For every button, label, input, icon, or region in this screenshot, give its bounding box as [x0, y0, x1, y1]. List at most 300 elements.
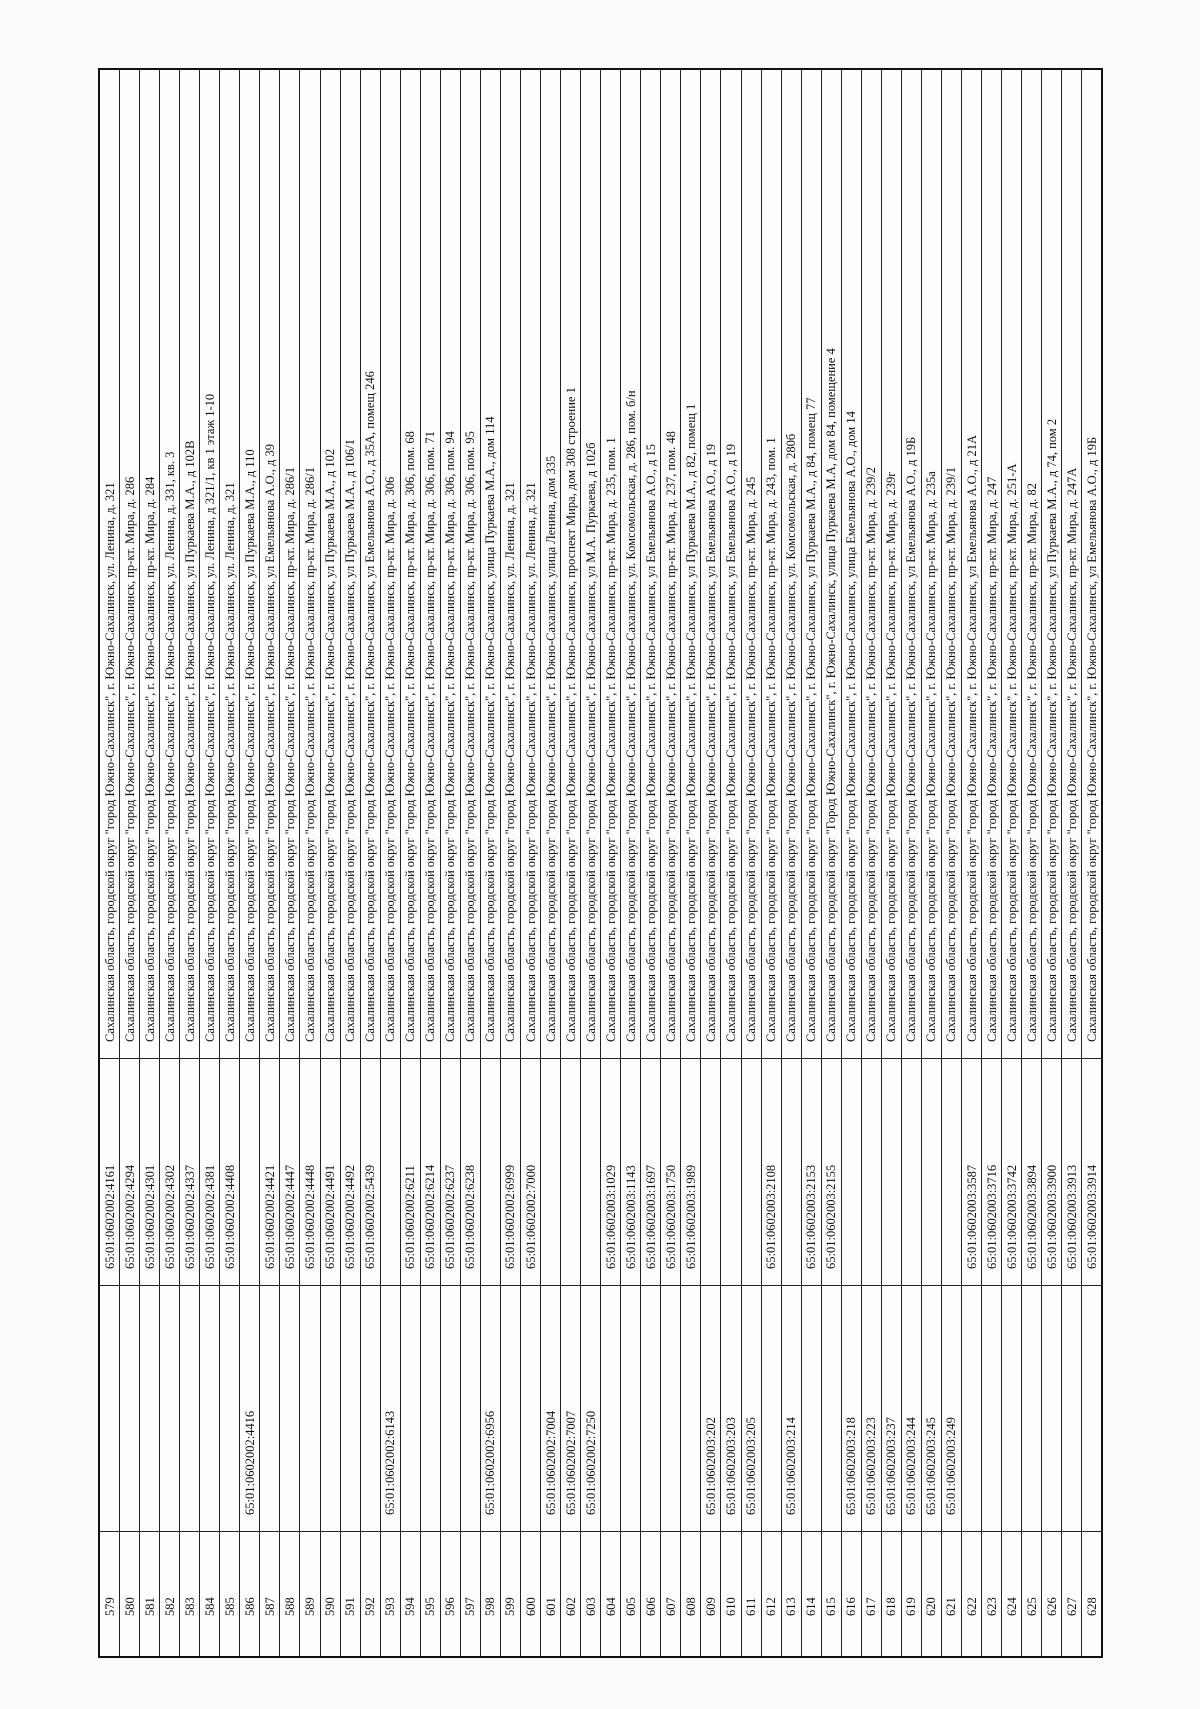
- address-cell: [782, 70, 801, 1058]
- cadastral-number-cell: [701, 1058, 720, 1285]
- table-row: [601, 70, 621, 1656]
- address-cell-text: Сахалинская область, городской округ "город Южно-Сахалинск", г. Южно-Сахалинск, пр-кт. Мира, д. 239/2: [864, 466, 879, 1042]
- row-number-cell-text: 614: [803, 1596, 818, 1616]
- address-cell-text: Сахалинская область, городской округ "город Южно-Сахалинск", г. Южно-Сахалинск, пр-кт. Мира, д. 243, пом. 1: [763, 436, 778, 1042]
- cadastral-number-cell: [1062, 1058, 1081, 1285]
- cadastral-number-cell: [501, 1058, 520, 1285]
- row-number-cell-text: 621: [944, 1596, 959, 1616]
- table-row: [902, 70, 922, 1656]
- row-number-cell-text: 581: [142, 1596, 157, 1616]
- row-number-cell: [361, 1531, 380, 1656]
- table-row: [842, 70, 862, 1656]
- parent-cadastral-number-cell: [180, 1285, 199, 1531]
- address-cell-text: Сахалинская область, городской округ "город Южно-Сахалинск", г. Южно-Сахалинск, пр-кт. Мира, д. 286: [122, 476, 137, 1042]
- row-number-cell-text: 613: [783, 1596, 798, 1616]
- address-cell: [661, 70, 680, 1058]
- parent-cadastral-number-cell: [601, 1285, 620, 1531]
- cadastral-number-cell-text: 65:01:0602002:4408: [222, 1164, 237, 1269]
- table-row: [922, 70, 942, 1656]
- row-number-cell-text: 624: [1004, 1596, 1019, 1616]
- parent-cadastral-number-cell-text: 65:01:0602003:237: [884, 1416, 899, 1515]
- row-number-cell-text: 591: [342, 1596, 357, 1616]
- parent-cadastral-number-cell: [621, 1285, 640, 1531]
- parent-cadastral-number-cell: [1082, 1285, 1101, 1531]
- cadastral-number-cell: [842, 1058, 861, 1285]
- table-row: [341, 70, 361, 1656]
- address-cell-text: Сахалинская область, городской округ "город Южно-Сахалинск", г. Южно-Сахалинск, ул. Комсомольская, д. 286, пом. б/н: [623, 389, 638, 1042]
- cadastral-number-cell-text: 65:01:0602003:2153: [803, 1164, 818, 1269]
- table-row: [180, 70, 200, 1656]
- address-cell-text: Сахалинская область, городской округ "город Южно-Сахалинск", г. Южно-Сахалинск, пр-кт. Мира, д. 306, пом. 94: [443, 430, 458, 1042]
- row-number-cell-text: 609: [703, 1596, 718, 1616]
- row-number-cell-text: 598: [483, 1596, 498, 1616]
- address-cell: [260, 70, 279, 1058]
- row-number-cell: [561, 1531, 580, 1656]
- row-number-cell: [1082, 1531, 1101, 1656]
- address-cell: [321, 70, 340, 1058]
- row-number-cell-text: 617: [864, 1596, 879, 1616]
- table-row: [721, 70, 741, 1656]
- address-cell-text: Сахалинская область, городской округ "город Южно-Сахалинск", г. Южно-Сахалинск, ул Пуркаева М.А., д 102В: [182, 440, 197, 1042]
- address-cell: [341, 70, 360, 1058]
- address-cell-text: Сахалинская область, городской округ "город Южно-Сахалинск", г. Южно-Сахалинск, пр-кт. Мира, д. 306, пом. 68: [402, 430, 417, 1042]
- table-row: [942, 70, 962, 1656]
- address-cell-text: Сахалинская область, городской округ "город Южно-Сахалинск", г. Южно-Сахалинск, ул Пуркаева М.А., д 110: [242, 448, 257, 1042]
- row-number-cell-text: 611: [743, 1597, 758, 1616]
- cadastral-number-cell-text: 65:01:0602002:5439: [362, 1164, 377, 1269]
- cadastral-number-cell: [441, 1058, 460, 1285]
- cadastral-number-cell: [802, 1058, 821, 1285]
- table-row: [441, 70, 461, 1656]
- parent-cadastral-number-cell: [481, 1285, 500, 1531]
- parent-cadastral-number-cell-text: 65:01:0602003:223: [864, 1416, 879, 1515]
- row-number-cell: [481, 1531, 500, 1656]
- address-cell-text: Сахалинская область, городской округ "город Южно-Сахалинск", г. Южно-Сахалинск, ул. Ленина, д. 331, кв. 3: [162, 451, 177, 1042]
- table-row: [1062, 70, 1082, 1656]
- address-cell-text: Сахалинская область, городской округ "город Южно-Сахалинск", г. Южно-Сахалинск, ул Емельянова А.О., д 19: [723, 443, 738, 1042]
- row-number-cell: [120, 1531, 139, 1656]
- table-row: [782, 70, 802, 1656]
- table-row: [321, 70, 341, 1656]
- address-cell-text: Сахалинская область, городской округ "город Южно-Сахалинск", г. Южно-Сахалинск, ул М.А. Пуркаева, д 102б: [583, 442, 598, 1042]
- address-cell-text: Сахалинская область, городской округ "город Южно-Сахалинск", г. Южно-Сахалинск, пр-кт. Мира, д. 306, пом. 95: [463, 430, 478, 1042]
- table-row: [982, 70, 1002, 1656]
- cadastral-number-cell: [721, 1058, 740, 1285]
- row-number-cell-text: 625: [1024, 1596, 1039, 1616]
- address-cell-text: Сахалинская область, городской округ "город Южно-Сахалинск", г. Южно-Сахалинск, пр-кт. Мира, д. 286/1: [282, 466, 297, 1042]
- table-row: [421, 70, 441, 1656]
- table-row: [140, 70, 160, 1656]
- address-cell: [561, 70, 580, 1058]
- cadastral-number-cell-text: 65:01:0602002:4447: [282, 1164, 297, 1269]
- parent-cadastral-number-cell: [802, 1285, 821, 1531]
- cadastral-number-cell-text: 65:01:0602003:1750: [663, 1164, 678, 1269]
- table-row: [240, 70, 260, 1656]
- cadastral-number-cell-text: 65:01:0602002:4301: [142, 1164, 157, 1269]
- row-number-cell-text: 605: [623, 1596, 638, 1616]
- cadastral-number-cell-text: 65:01:0602002:6211: [402, 1164, 417, 1269]
- address-cell: [140, 70, 159, 1058]
- table-row: [1042, 70, 1062, 1656]
- cadastral-number-cell: [481, 1058, 500, 1285]
- row-number-cell: [220, 1531, 239, 1656]
- row-number-cell: [280, 1531, 299, 1656]
- address-cell: [681, 70, 700, 1058]
- cadastral-number-cell: [782, 1058, 801, 1285]
- parent-cadastral-number-cell-text: 65:01:0602003:218: [844, 1416, 858, 1515]
- table-row: [361, 70, 381, 1656]
- row-number-cell: [200, 1531, 219, 1656]
- cadastral-number-cell-text: 65:01:0602003:2155: [823, 1164, 838, 1269]
- address-cell: [1082, 70, 1101, 1058]
- table-row: [481, 70, 501, 1656]
- address-cell-text: Сахалинская область, городской округ "город Южно-Сахалинск", г. Южно-Сахалинск, ул. Ленина, д. 321: [503, 481, 518, 1042]
- row-number-cell: [721, 1531, 740, 1656]
- parent-cadastral-number-cell: [401, 1285, 420, 1531]
- table-row: [802, 70, 822, 1656]
- address-cell: [701, 70, 720, 1058]
- cadastral-number-cell: [762, 1058, 781, 1285]
- cadastral-number-cell-text: 65:01:0602002:4491: [322, 1164, 337, 1269]
- address-cell: [982, 70, 1001, 1058]
- row-number-cell: [501, 1531, 520, 1656]
- cadastral-number-cell-text: 65:01:0602003:3716: [984, 1164, 999, 1269]
- table-row: [681, 70, 701, 1656]
- table-row: [300, 70, 320, 1656]
- parent-cadastral-number-cell: [541, 1285, 560, 1531]
- address-cell: [621, 70, 640, 1058]
- row-number-cell: [100, 1531, 119, 1656]
- cadastral-number-cell: [240, 1058, 259, 1285]
- cadastral-number-cell-text: 65:01:0602002:7000: [523, 1164, 538, 1269]
- cadastral-number-cell: [661, 1058, 680, 1285]
- cadastral-number-cell: [220, 1058, 239, 1285]
- parent-cadastral-number-cell-text: 65:01:0602003:205: [743, 1416, 758, 1515]
- table-row: [461, 70, 481, 1656]
- table-row: [581, 70, 601, 1656]
- parent-cadastral-number-cell: [1062, 1285, 1081, 1531]
- address-cell: [160, 70, 179, 1058]
- cadastral-number-cell: [160, 1058, 179, 1285]
- row-number-cell-text: 616: [844, 1596, 858, 1616]
- address-cell: [501, 70, 520, 1058]
- address-cell: [721, 70, 740, 1058]
- parent-cadastral-number-cell-text: 65:01:0602003:202: [703, 1416, 718, 1515]
- address-cell-text: Сахалинская область, городской округ "город Южно-Сахалинск", г. Южно-Сахалинск, пр-кт. Мира, д. 237, пом. 48: [663, 430, 678, 1042]
- table-row: [822, 70, 842, 1656]
- row-number-cell-text: 602: [563, 1596, 578, 1616]
- address-cell-text: Сахалинская область, городской округ "город Южно-Сахалинск", г. Южно-Сахалинск, улица Ленина, дом 335: [543, 455, 558, 1042]
- row-number-cell-text: 607: [663, 1596, 678, 1616]
- parent-cadastral-number-cell-text: 65:01:0602002:4416: [242, 1410, 257, 1515]
- cadastral-number-cell-text: 65:01:0602003:1697: [643, 1164, 658, 1269]
- parent-cadastral-number-cell: [882, 1285, 901, 1531]
- row-number-cell: [461, 1531, 480, 1656]
- parent-cadastral-number-cell: [240, 1285, 259, 1531]
- row-number-cell-text: 599: [503, 1596, 518, 1616]
- cadastral-number-cell-text: 65:01:0602003:3587: [964, 1164, 979, 1269]
- address-cell-text: Сахалинская область, городской округ "город Южно-Сахалинск", г. Южно-Сахалинск, улица Пуркаева М.А., дом 114: [483, 416, 498, 1042]
- table-row: [762, 70, 782, 1656]
- address-cell-text: Сахалинская область, городской округ "город Южно-Сахалинск", г. Южно-Сахалинск, пр-кт. Мира, д. 284: [142, 476, 157, 1042]
- address-cell: [942, 70, 961, 1058]
- address-cell-text: Сахалинская область, городской округ "город Южно-Сахалинск", г. Южно-Сахалинск, ул Емельянова А.О., д 19Б: [904, 436, 919, 1042]
- table-row: [621, 70, 641, 1656]
- address-cell: [441, 70, 460, 1058]
- row-number-cell-text: 620: [924, 1596, 939, 1616]
- address-cell: [962, 70, 981, 1058]
- address-cell-text: Сахалинская область, городской округ "город Южно-Сахалинск", г. Южно-Сахалинск, ул Емельянова А.О., д 19: [703, 443, 718, 1042]
- parent-cadastral-number-cell: [461, 1285, 480, 1531]
- parent-cadastral-number-cell: [1022, 1285, 1041, 1531]
- cadastral-number-cell: [982, 1058, 1001, 1285]
- parent-cadastral-number-cell-text: 65:01:0602002:7007: [563, 1410, 578, 1515]
- address-cell: [1042, 70, 1061, 1058]
- address-cell-text: Сахалинская область, городской округ "город Южно-Сахалинск", г. Южно-Сахалинск, пр-кт. Мира, д. 286/1: [302, 466, 317, 1042]
- address-cell-text: Сахалинская область, городской округ "город Южно-Сахалинск", г. Южно-Сахалинск, ул Емельянова А.О., д 39: [262, 443, 277, 1042]
- address-cell-text: Сахалинская область, городской округ "Город Южно-Сахалинск", г. Южно-Сахалинск, улица Пуркаева М.А, дом 84, помещение 4: [823, 347, 838, 1042]
- row-number-cell-text: 612: [763, 1596, 778, 1616]
- parent-cadastral-number-cell-text: 65:01:0602002:6143: [382, 1410, 397, 1515]
- cadastral-number-cell: [681, 1058, 700, 1285]
- address-cell-text: Сахалинская область, городской округ "город Южно-Сахалинск", г. Южно-Сахалинск, ул Пуркаева М.А., д 84, помещ 77: [803, 396, 818, 1042]
- cadastral-number-cell: [140, 1058, 159, 1285]
- table-row: [401, 70, 421, 1656]
- parent-cadastral-number-cell: [902, 1285, 921, 1531]
- cadastral-number-cell-text: 65:01:0602002:4302: [162, 1164, 177, 1269]
- address-cell-text: Сахалинская область, городской округ "город Южно-Сахалинск", г. Южно-Сахалинск, пр-кт. Мира, д. 306, пом. 71: [423, 430, 438, 1042]
- row-number-cell: [300, 1531, 319, 1656]
- row-number-cell: [140, 1531, 159, 1656]
- cadastral-number-cell-text: 65:01:0602003:3742: [1004, 1164, 1019, 1269]
- row-number-cell: [601, 1531, 620, 1656]
- row-number-cell-text: 627: [1064, 1596, 1079, 1616]
- row-number-cell: [762, 1531, 781, 1656]
- row-number-cell: [180, 1531, 199, 1656]
- cadastral-number-cell-text: 65:01:0602003:3913: [1064, 1164, 1079, 1269]
- table-row: [701, 70, 721, 1656]
- parent-cadastral-number-cell: [561, 1285, 580, 1531]
- address-cell-text: Сахалинская область, городской округ "город Южно-Сахалинск", г. Южно-Сахалинск, пр-кт. Мира, д. 235, пом. 1: [603, 436, 618, 1042]
- cadastral-number-cell-text: 65:01:0602002:6999: [503, 1164, 518, 1269]
- address-cell: [762, 70, 781, 1058]
- property-register-table: [98, 68, 1103, 1658]
- row-number-cell-text: 603: [583, 1596, 598, 1616]
- address-cell: [1062, 70, 1081, 1058]
- cadastral-number-cell-text: 65:01:0602003:3900: [1044, 1164, 1059, 1269]
- address-cell-text: Сахалинская область, городской округ "город Южно-Сахалинск", г. Южно-Сахалинск, пр-кт. Мира, д. 245: [743, 476, 758, 1042]
- parent-cadastral-number-cell-text: 65:01:0602003:245: [924, 1416, 939, 1515]
- row-number-cell: [681, 1531, 700, 1656]
- table-row: [742, 70, 762, 1656]
- row-number-cell-text: 595: [423, 1596, 438, 1616]
- parent-cadastral-number-cell: [1002, 1285, 1021, 1531]
- parent-cadastral-number-cell: [842, 1285, 861, 1531]
- address-cell: [862, 70, 881, 1058]
- row-number-cell-text: 628: [1084, 1596, 1099, 1616]
- table-row: [381, 70, 401, 1656]
- row-number-cell: [521, 1531, 540, 1656]
- cadastral-number-cell: [882, 1058, 901, 1285]
- row-number-cell-text: 600: [523, 1596, 538, 1616]
- parent-cadastral-number-cell: [581, 1285, 600, 1531]
- row-number-cell: [802, 1531, 821, 1656]
- table-row: [100, 70, 120, 1656]
- cadastral-number-cell-text: 65:01:0602002:4448: [302, 1164, 317, 1269]
- row-number-cell: [822, 1531, 841, 1656]
- row-number-cell-text: 597: [463, 1596, 478, 1616]
- address-cell: [381, 70, 400, 1058]
- row-number-cell: [942, 1531, 961, 1656]
- cadastral-number-cell: [601, 1058, 620, 1285]
- address-cell: [180, 70, 199, 1058]
- parent-cadastral-number-cell: [100, 1285, 119, 1531]
- table-row: [862, 70, 882, 1656]
- row-number-cell-text: 592: [362, 1596, 377, 1616]
- address-cell-text: Сахалинская область, городской округ "город Южно-Сахалинск", г. Южно-Сахалинск, ул. Ленина, д. 321: [222, 481, 237, 1042]
- address-cell: [300, 70, 319, 1058]
- address-cell: [120, 70, 139, 1058]
- address-cell-text: Сахалинская область, городской округ "город Южно-Сахалинск", г. Южно-Сахалинск, пр-кт. Мира, д. 82: [1024, 482, 1039, 1042]
- address-cell-text: Сахалинская область, городской округ "город Южно-Сахалинск", г. Южно-Сахалинск, улица Емельянова А.О., дом 14: [844, 410, 858, 1042]
- table-row: [501, 70, 521, 1656]
- row-number-cell-text: 615: [823, 1596, 838, 1616]
- row-number-cell: [341, 1531, 360, 1656]
- row-number-cell-text: 596: [443, 1596, 458, 1616]
- row-number-cell-text: 594: [402, 1596, 417, 1616]
- cadastral-number-cell: [461, 1058, 480, 1285]
- cadastral-number-cell: [962, 1058, 981, 1285]
- table-row: [541, 70, 561, 1656]
- row-number-cell: [641, 1531, 660, 1656]
- address-cell: [601, 70, 620, 1058]
- cadastral-number-cell: [321, 1058, 340, 1285]
- address-cell: [421, 70, 440, 1058]
- cadastral-number-cell-text: 65:01:0602002:4421: [262, 1164, 277, 1269]
- parent-cadastral-number-cell: [681, 1285, 700, 1531]
- cadastral-number-cell: [100, 1058, 119, 1285]
- parent-cadastral-number-cell: [701, 1285, 720, 1531]
- row-number-cell-text: 590: [322, 1596, 337, 1616]
- cadastral-number-cell: [902, 1058, 921, 1285]
- table-row: [521, 70, 541, 1656]
- parent-cadastral-number-cell: [501, 1285, 520, 1531]
- cadastral-number-cell-text: 65:01:0602002:4337: [182, 1164, 197, 1269]
- row-number-cell-text: 610: [723, 1596, 738, 1616]
- table-row: [561, 70, 581, 1656]
- table-row: [120, 70, 140, 1656]
- row-number-cell: [661, 1531, 680, 1656]
- address-cell: [1022, 70, 1041, 1058]
- parent-cadastral-number-cell: [1042, 1285, 1061, 1531]
- table-row: [882, 70, 902, 1656]
- row-number-cell: [742, 1531, 761, 1656]
- cadastral-number-cell: [581, 1058, 600, 1285]
- row-number-cell-text: 579: [102, 1596, 117, 1616]
- cadastral-number-cell-text: 65:01:0602003:2108: [763, 1164, 778, 1269]
- row-number-cell: [541, 1531, 560, 1656]
- address-cell: [842, 70, 861, 1058]
- address-cell-text: Сахалинская область, городской округ "город Южно-Сахалинск", г. Южно-Сахалинск, пр-кт. Мира, д. 251-А: [1004, 463, 1019, 1042]
- address-cell: [822, 70, 841, 1058]
- cadastral-number-cell: [922, 1058, 941, 1285]
- parent-cadastral-number-cell: [721, 1285, 740, 1531]
- address-cell-text: Сахалинская область, городской округ "город Южно-Сахалинск", г. Южно-Сахалинск, ул Пуркаева М.А., д 74, пом 2: [1044, 418, 1059, 1042]
- address-cell: [280, 70, 299, 1058]
- row-number-cell-text: 584: [202, 1596, 217, 1616]
- row-number-cell-text: 601: [543, 1596, 558, 1616]
- row-number-cell: [982, 1531, 1001, 1656]
- cadastral-number-cell-text: 65:01:0602002:6237: [443, 1164, 458, 1269]
- parent-cadastral-number-cell-text: 65:01:0602002:7004: [543, 1410, 558, 1515]
- parent-cadastral-number-cell: [361, 1285, 380, 1531]
- row-number-cell-text: 622: [964, 1596, 979, 1616]
- cadastral-number-cell: [1002, 1058, 1021, 1285]
- address-cell: [361, 70, 380, 1058]
- row-number-cell: [1062, 1531, 1081, 1656]
- parent-cadastral-number-cell: [381, 1285, 400, 1531]
- cadastral-number-cell: [260, 1058, 279, 1285]
- row-number-cell: [1002, 1531, 1021, 1656]
- cadastral-number-cell-text: 65:01:0602002:4161: [102, 1164, 117, 1269]
- address-cell-text: Сахалинская область, городской округ "город Южно-Сахалинск", г. Южно-Сахалинск, пр-кт. Мира, д. 247: [984, 476, 999, 1042]
- table-row: [160, 70, 180, 1656]
- address-cell: [541, 70, 560, 1058]
- address-cell: [100, 70, 119, 1058]
- cadastral-number-cell-text: 65:01:0602002:4294: [122, 1164, 137, 1269]
- cadastral-number-cell: [862, 1058, 881, 1285]
- row-number-cell: [902, 1531, 921, 1656]
- parent-cadastral-number-cell: [782, 1285, 801, 1531]
- address-cell-text: Сахалинская область, городской округ "город Южно-Сахалинск", г. Южно-Сахалинск, проспект Мира, дом 308 строение 1: [563, 386, 578, 1042]
- table-row: [1002, 70, 1022, 1656]
- cadastral-number-cell-text: 65:01:0602002:6238: [463, 1164, 478, 1269]
- parent-cadastral-number-cell-text: 65:01:0602002:7250: [583, 1410, 598, 1515]
- cadastral-number-cell: [120, 1058, 139, 1285]
- parent-cadastral-number-cell: [120, 1285, 139, 1531]
- parent-cadastral-number-cell: [160, 1285, 179, 1531]
- address-cell-text: Сахалинская область, городской округ "город Южно-Сахалинск", г. Южно-Сахалинск, ул Емельянова А.О., д 35А, помещ 246: [362, 370, 377, 1042]
- cadastral-number-cell-text: 65:01:0602002:6214: [423, 1164, 438, 1269]
- row-number-cell-text: 623: [984, 1596, 999, 1616]
- parent-cadastral-number-cell: [521, 1285, 540, 1531]
- parent-cadastral-number-cell: [321, 1285, 340, 1531]
- table-row: [641, 70, 661, 1656]
- address-cell: [581, 70, 600, 1058]
- cadastral-number-cell: [180, 1058, 199, 1285]
- table-row: [220, 70, 240, 1656]
- row-number-cell: [441, 1531, 460, 1656]
- row-number-cell: [160, 1531, 179, 1656]
- parent-cadastral-number-cell: [762, 1285, 781, 1531]
- parent-cadastral-number-cell: [441, 1285, 460, 1531]
- address-cell-text: Сахалинская область, городской округ "город Южно-Сахалинск", г. Южно-Сахалинск, ул. Ленина, д 321/1, кв 1 этаж 1-10: [202, 393, 217, 1042]
- row-number-cell-text: 606: [643, 1596, 658, 1616]
- row-number-cell: [240, 1531, 259, 1656]
- row-number-cell-text: 593: [382, 1596, 397, 1616]
- cadastral-number-cell: [822, 1058, 841, 1285]
- row-number-cell-text: 589: [302, 1596, 317, 1616]
- row-number-cell: [922, 1531, 941, 1656]
- address-cell: [461, 70, 480, 1058]
- parent-cadastral-number-cell-text: 65:01:0602002:6956: [483, 1410, 498, 1515]
- row-number-cell: [401, 1531, 420, 1656]
- cadastral-number-cell: [561, 1058, 580, 1285]
- parent-cadastral-number-cell: [922, 1285, 941, 1531]
- address-cell-text: Сахалинская область, городской округ "город Южно-Сахалинск", г. Южно-Сахалинск, ул Емельянова А.О., д 19Б: [1084, 436, 1099, 1042]
- cadastral-number-cell: [280, 1058, 299, 1285]
- row-number-cell: [862, 1531, 881, 1656]
